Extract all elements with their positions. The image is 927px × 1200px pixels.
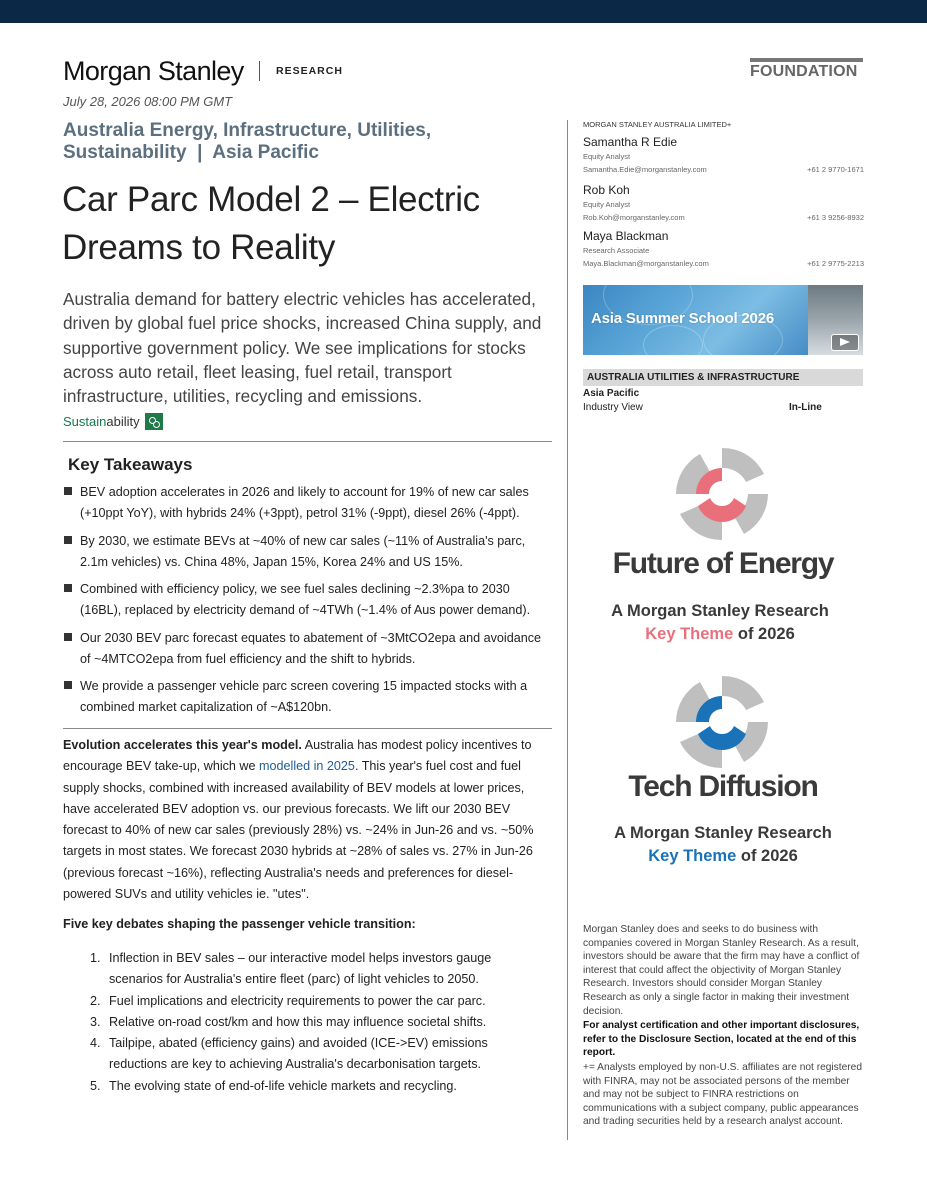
- takeaway-item: We provide a passenger vehicle parc screen covering 15 impacted stocks with a combined market capitalization of ~A$120bn.: [63, 676, 548, 718]
- analyst-role: Equity Analyst: [583, 152, 631, 161]
- analyst-contact: [583, 259, 864, 268]
- foundation-label: FOUNDATION: [750, 58, 863, 81]
- takeaway-item: Combined with efficiency policy, we see fuel sales declining ~2.3%pa to 2030 (16BL), replaced by electricity demand of ~4TWh (~1.4% of Aus power demand).: [63, 579, 548, 621]
- debate-item: [90, 991, 520, 1012]
- body-text-b: . This year's fuel cost and fuel supply shocks, combined with increased availability of BEV models at lower prices, have accelerated BEV adoption vs. our previous forecasts. We lift our 2030 BEV forecast to 40% of new car sales (previously 28%) vs. ~24% in Jun-26 and vs. ~50% targets in most states. We forecast 2030 hybrids at ~28% of sales vs. 27% in Jun-26 (previous forecast ~16%), reflecting Australia's needs and preferences for diesel-powered SUVs and utility vehicles ie. "utes".: [63, 759, 534, 902]
- morgan-stanley-logo[interactable]: Morgan Stanley: [63, 56, 244, 86]
- analyst-phone: +61 2 9770-1671: [807, 165, 864, 174]
- takeaway-item: BEV adoption accelerates in 2026 and likely to account for 19% of new car sales (+10ppt YoY), with hybrids 24% (+3ppt), petrol 31% (-9ppt), diesel 26% (-4ppt).: [63, 482, 548, 524]
- analyst-name: Samantha R Edie: [583, 135, 678, 149]
- body-text-a: Australia has modest policy incentives to encourage BEV take-up, which we: [63, 738, 532, 774]
- disclaimer-certification-text: For analyst certification and other important disclosures, refer to the Disclosure Section, located at the end of this report.: [583, 1020, 860, 1059]
- takeaway-item: Our 2030 BEV parc forecast equates to abatement of ~3MtCO2epa and avoidance of ~4MTCO2epa from fuel efficiency and the shift to hybrids.: [63, 628, 548, 670]
- debate-number: 2.: [90, 993, 101, 1008]
- tech-diffusion-subtitle: [583, 822, 863, 868]
- industry-view-label: Industry View: [583, 402, 643, 413]
- body-paragraph: [63, 735, 548, 905]
- disclaimer-finra: += Analysts employed by non-U.S. affiliates are not registered with FINRA, may not be associated persons of the member and may not be subject to FINRA restrictions on communications with a subject company, public appearances and trading securities held by a research analyst account.: [583, 1061, 862, 1128]
- analyst-contact: [583, 213, 864, 222]
- sector-heading: [63, 120, 533, 164]
- sidebar-divider: [567, 120, 568, 1140]
- modelled-link[interactable]: modelled in 2025: [259, 759, 355, 774]
- debate-item: [90, 1033, 520, 1076]
- tech-diffusion-swirl-icon[interactable]: [672, 672, 772, 772]
- future-of-energy-swirl-icon[interactable]: [672, 444, 772, 544]
- key-takeaways-title: Key Takeaways: [68, 455, 193, 474]
- debate-number: 3.: [90, 1014, 101, 1029]
- sector-line-1: Australia Energy, Infrastructure, Utilities,: [63, 120, 432, 141]
- divider-top: [63, 441, 552, 442]
- analyst-contact: [583, 165, 864, 174]
- region-label: Asia Pacific: [583, 388, 640, 399]
- analyst-role: Equity Analyst: [583, 200, 631, 209]
- debate-text: The evolving state of end-of-life vehicle markets and recycling.: [109, 1078, 457, 1093]
- analyst-card: [583, 183, 864, 222]
- sustainability-tag[interactable]: [63, 413, 163, 430]
- theme-subtitle-line-2: [583, 845, 863, 868]
- sustainability-tag-rest: ability: [106, 414, 140, 429]
- debate-text: Inflection in BEV sales – our interactive model helps investors gauge scenarios for Australia's entire fleet (parc) of light vehicles to 2050.: [109, 951, 492, 987]
- disclaimer-conflict: Morgan Stanley does and seeks to do business with companies covered in Morgan Stanley Research. As a result, investors should be aware that the firm may have a conflict of interest that could affect the objectivity of Morgan Stanley Research. Investors should consider Morgan Stanley Research as only a single factor in making their investment decision.: [583, 924, 860, 1017]
- divider-bottom: [63, 728, 552, 729]
- theme-year-label: of 2026: [733, 625, 795, 643]
- theme-subtitle-line-2: [580, 623, 860, 646]
- sustainability-link-icon: [145, 413, 163, 430]
- analyst-card: [583, 135, 864, 174]
- debate-number: 4.: [90, 1036, 101, 1051]
- theme-key-label: Key Theme: [645, 625, 734, 643]
- summer-school-banner[interactable]: [583, 285, 863, 355]
- future-of-energy-title: Future of Energy: [612, 547, 834, 580]
- logo-divider: [259, 61, 260, 81]
- future-of-energy-subtitle: [580, 600, 860, 646]
- tech-diffusion-title: Tech Diffusion: [628, 770, 818, 803]
- firm-name: MORGAN STANLEY AUSTRALIA LIMITED+: [583, 120, 732, 129]
- theme-year-label: of 2026: [736, 847, 798, 865]
- top-bar: [0, 0, 927, 23]
- debate-text: Fuel implications and electricity requirements to power the car parc.: [109, 993, 486, 1008]
- analyst-email[interactable]: Samantha.Edie@morganstanley.com: [583, 165, 707, 174]
- debate-item: [90, 1012, 520, 1033]
- analyst-email[interactable]: Maya.Blackman@morganstanley.com: [583, 259, 709, 268]
- analyst-phone: +61 2 9775-2213: [807, 259, 864, 268]
- sector-line-2: Sustainability | Asia Pacific: [63, 142, 319, 163]
- research-label: RESEARCH: [276, 65, 343, 77]
- analyst-phone: +61 3 9256-8932: [807, 213, 864, 222]
- industry-view-value: In-Line: [789, 402, 822, 413]
- banner-title: Asia Summer School 2026: [591, 310, 774, 327]
- industry-label: AUSTRALIA UTILITIES & INFRASTRUCTURE: [583, 369, 863, 386]
- debate-item: [90, 1076, 520, 1097]
- analyst-card: [583, 229, 864, 268]
- theme-subtitle-line: A Morgan Stanley Research: [611, 602, 829, 620]
- publish-date: July 28, 2026 08:00 PM GMT: [63, 94, 233, 109]
- play-video-icon[interactable]: [831, 334, 859, 351]
- analyst-email[interactable]: Rob.Koh@morganstanley.com: [583, 213, 685, 222]
- debates-title: Five key debates shaping the passenger vehicle transition:: [63, 917, 416, 931]
- debates-list: [90, 948, 520, 1097]
- debate-number: 1.: [90, 951, 101, 965]
- analyst-name: Rob Koh: [583, 183, 630, 197]
- theme-key-label: Key Theme: [648, 847, 737, 865]
- debate-text: Relative on-road cost/km and how this may influence societal shifts.: [109, 1014, 487, 1029]
- debate-item: [90, 948, 520, 991]
- banner-ripple: [643, 325, 703, 355]
- key-takeaways-list: [63, 482, 548, 725]
- analyst-name: Maya Blackman: [583, 229, 669, 243]
- theme-subtitle-line: A Morgan Stanley Research: [614, 824, 832, 842]
- sustainability-tag-green: Sustain: [63, 414, 107, 429]
- takeaway-item: By 2030, we estimate BEVs at ~40% of new car sales (~11% of Australia's parc, 2.1m vehicles) vs. China 48%, Japan 15%, Korea 24% and US 15%.: [63, 531, 548, 573]
- disclaimer: [583, 923, 866, 1130]
- body-lead: Evolution accelerates this year's model.: [63, 738, 302, 752]
- debate-text: Tailpipe, abated (efficiency gains) and avoided (ICE->EV) emissions reductions are key to achieving Australia's decarbonisation targets.: [109, 1036, 488, 1072]
- report-summary: Australia demand for battery electric vehicles has accelerated, driven by global fuel price shocks, increased China supply, and supportive government policy. We see implications for stocks across auto retail, fleet leasing, fuel retail, transport infrastructure, utilities, recycling and emissions.: [63, 289, 542, 407]
- report-title: Car Parc Model 2 – Electric Dreams to Reality: [62, 180, 480, 267]
- analyst-role: Research Associate: [583, 246, 650, 255]
- debate-number: 5.: [90, 1078, 101, 1093]
- disclaimer-certification: [583, 1019, 866, 1060]
